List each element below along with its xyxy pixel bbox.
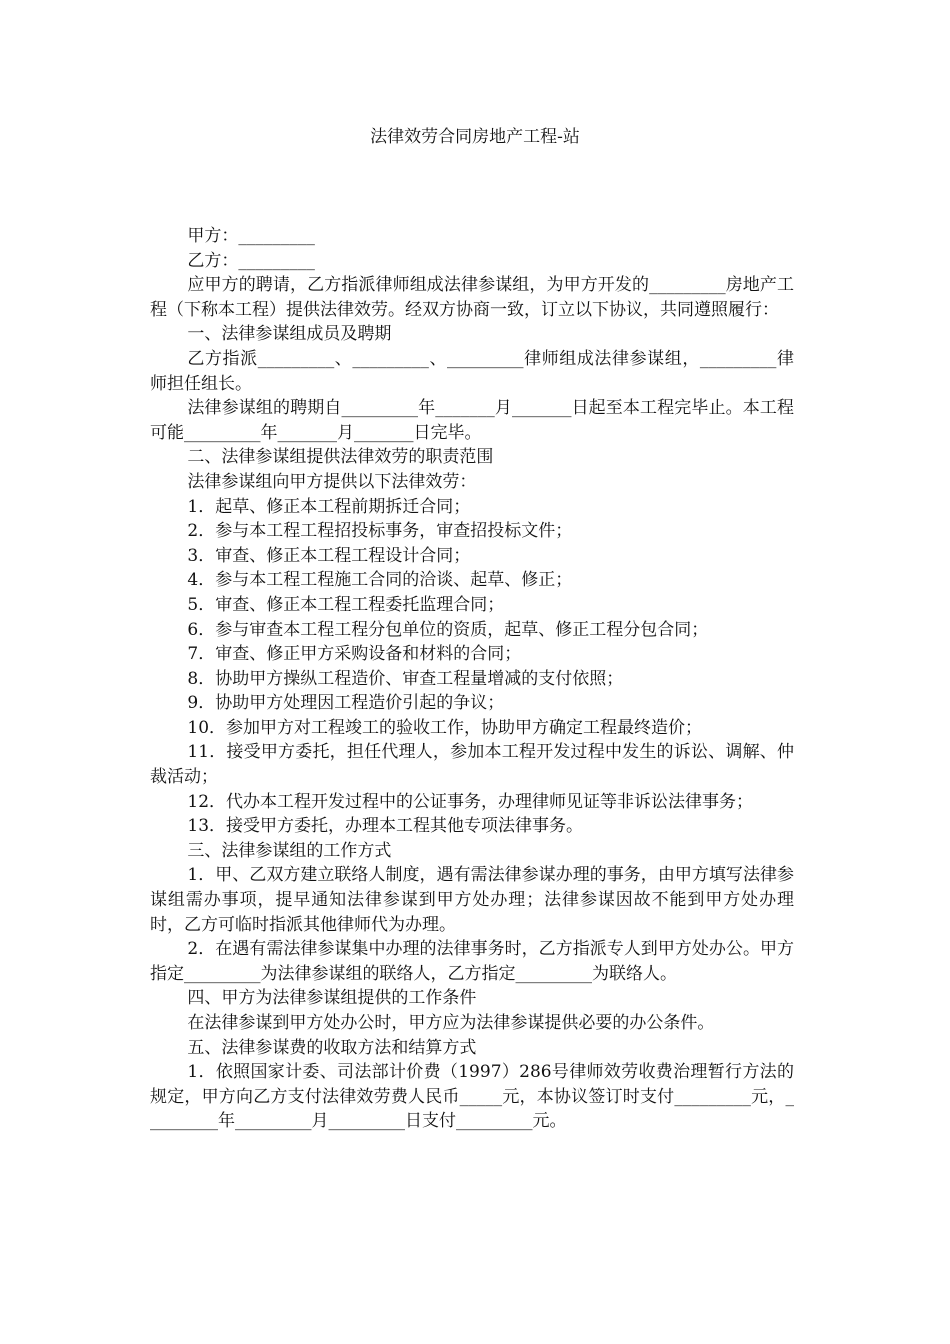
document-body: [150, 224, 794, 1134]
list-item: 1．起草、修正本工程前期拆迁合同；: [187, 496, 471, 517]
paragraph: 2．在遇有需法律参谋集中办理的法律事务时，乙方指派专人到甲方处办公。甲方指定_________为法律参谋组的联络人，乙方指定_________为联络人。: [150, 939, 794, 984]
paragraph: 法律参谋组的聘期自_________年_______月_______日起至本工程完毕止。本工程可能_________年_______月_______日完毕。: [150, 398, 794, 443]
section-heading-2: 二、法律参谋组提供法律效劳的职责范围: [187, 447, 494, 468]
section-heading-1: 一、法律参谋组成员及聘期: [187, 324, 392, 345]
list-item: 10．参加甲方对工程竣工的验收工作，协助甲方确定工程最终造价；: [187, 717, 703, 738]
paragraph: 在法律参谋到甲方处办公时，甲方应为法律参谋提供必要的办公条件。: [187, 1013, 715, 1033]
party-a-line: 甲方：_________: [187, 226, 315, 246]
list-item: 13．接受甲方委托，办理本工程其他专项法律事务。: [187, 816, 584, 837]
list-item: 7．审查、修正甲方采购设备和材料的合同；: [187, 644, 522, 665]
paragraph: 法律参谋组向甲方提供以下法律效劳：: [187, 471, 477, 492]
list-item: 11．接受甲方委托，担任代理人，参加本工程开发过程中发生的诉讼、调解、仲裁活动；: [150, 742, 794, 788]
list-item: 2．参与本工程工程招投标事务，审查招投标文件；: [187, 521, 573, 542]
section-heading-4: 四、甲方为法律参谋组提供的工作条件: [187, 988, 477, 1009]
party-b-line: 乙方：_________: [187, 250, 315, 271]
paragraph: 1．依照国家计委、司法部计价费（1997）286号律师效劳收费治理暂行方法的规定，甲方向乙方支付法律效劳费人民币_____元，本协议签订时支付_________元，_________年_________月_________日支付_________元。: [150, 1062, 794, 1132]
section-heading-5: 五、法律参谋费的收取方法和结算方式: [187, 1037, 477, 1058]
preamble-paragraph: 应甲方的聘请，乙方指派律师组成法律参谋组，为甲方开发的_________房地产工程（下称本工程）提供法律效劳。经双方协商一致，订立以下协议，共同遵照履行：: [150, 275, 794, 320]
list-item: 12．代办本工程开发过程中的公证事务，办理律师见证等非诉讼法律事务；: [187, 791, 754, 812]
paragraph: 乙方指派_________、_________、_________律师组成法律参谋组，_________律师担任组长。: [150, 348, 794, 394]
section-heading-3: 三、法律参谋组的工作方式: [187, 840, 392, 861]
list-item: 9．协助甲方处理因工程造价引起的争议；: [187, 693, 505, 714]
list-item: 3．审查、修正本工程工程设计合同；: [187, 545, 471, 566]
list-item: 6．参与审查本工程工程分包单位的资质，起草、修正工程分包合同；: [187, 619, 709, 640]
list-item: 8．协助甲方操纵工程造价、审查工程量增减的支付依照；: [187, 668, 624, 689]
paragraph: 1．甲、乙双方建立联络人制度，遇有需法律参谋办理的事务，由甲方填写法律参谋组需办事项，提早通知法律参谋到甲方处办理；法律参谋因故不能到甲方处办理时，乙方可临时指派其他律师代为办理。: [150, 865, 794, 935]
list-item: 5．审查、修正本工程工程委托监理合同；: [187, 594, 505, 615]
document-title: 法律效劳合同房地产工程-站: [370, 127, 580, 147]
list-item: 4．参与本工程工程施工合同的洽谈、起草、修正；: [187, 570, 573, 591]
